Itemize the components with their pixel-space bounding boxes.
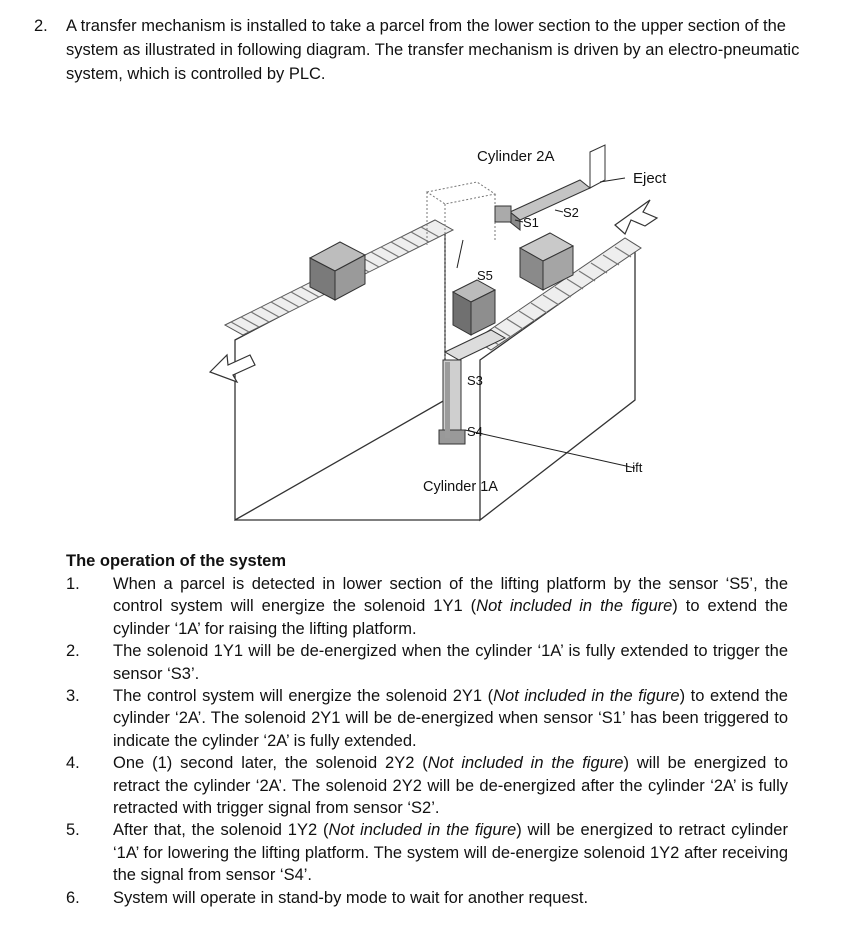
label-s4: S4: [467, 424, 483, 439]
operation-title: The operation of the system: [66, 552, 287, 570]
step-text: ) to extend the cylinder ‘1A’ for raising the lifting platform.: [113, 597, 788, 638]
step-note: Not included in the figure: [328, 821, 517, 840]
mechanism-diagram: [195, 130, 675, 530]
label-s2: S2: [563, 205, 579, 220]
step-number: 2.: [66, 642, 80, 661]
question-text: A transfer mechanism is installed to take a parcel from the lower section to the upper section of the system as illustrated in following diagram. The transfer mechanism is driven by an electro-pneumatic system, which is controlled by PLC.: [66, 17, 800, 83]
step-text: The control system will energize the solenoid 2Y1 (: [113, 687, 494, 706]
label-lift: Lift: [625, 460, 643, 475]
step-number: 6.: [66, 888, 80, 907]
step-number: 3.: [66, 687, 80, 706]
step-text: System will operate in stand-by mode to wait for another request.: [113, 888, 589, 907]
cylinder-1a: [439, 360, 465, 444]
step-text: ) will be energized to retract the cylinder ‘2A’. The solenoid 2Y2 will be de-energized after the cylinder ‘2A’ is fully retracted with trigger signal from sensor ‘S2’.: [113, 754, 788, 818]
operation-steps: [66, 573, 788, 909]
step-3: [66, 685, 788, 752]
step-text: One (1) second later, the solenoid 2Y2 (: [113, 754, 428, 773]
label-cylinder-2a: Cylinder 2A: [477, 148, 555, 165]
step-note: Not included in the figure: [493, 687, 680, 706]
label-eject: Eject: [633, 170, 667, 187]
label-s3: S3: [467, 373, 483, 388]
label-s5: S5: [477, 268, 493, 283]
step-text: The solenoid 1Y1 will be de-energized when the cylinder ‘1A’ is fully extended to trigger the sensor ‘S3’.: [113, 642, 788, 683]
step-text: ) will be energized to retract cylinder ‘1A’ for lowering the lifting platform. The system will de-energize solenoid 1Y2 after receiving the signal from sensor ‘S4’.: [113, 821, 788, 885]
eject-arrow-icon: [615, 200, 657, 234]
step-6: [66, 887, 788, 909]
step-number: 4.: [66, 754, 80, 773]
step-text: After that, the solenoid 1Y2 (: [113, 821, 329, 840]
label-cylinder-1a: Cylinder 1A: [423, 479, 498, 495]
step-1: [66, 573, 788, 640]
step-number: 5.: [66, 821, 80, 840]
step-note: Not included in the figure: [476, 597, 673, 616]
step-text: When a parcel is detected in lower section of the lifting platform by the sensor ‘S5’, the control system will energize the solenoid 1Y1 (: [113, 575, 788, 616]
question-number: 2.: [34, 17, 48, 35]
label-s1: S1: [523, 215, 539, 230]
step-2: [66, 640, 788, 685]
transfer-mechanism-figure: [195, 130, 675, 530]
step-text: ) to extend the cylinder ‘2A’. The solenoid 2Y1 will be de-energized when sensor ‘S1’ has been triggered to indicate the cylinder ‘2A’ is fully extended.: [113, 687, 788, 750]
step-5: [66, 819, 788, 886]
step-4: [66, 752, 788, 819]
step-number: 1.: [66, 575, 80, 593]
step-note: Not included in the figure: [427, 754, 624, 773]
